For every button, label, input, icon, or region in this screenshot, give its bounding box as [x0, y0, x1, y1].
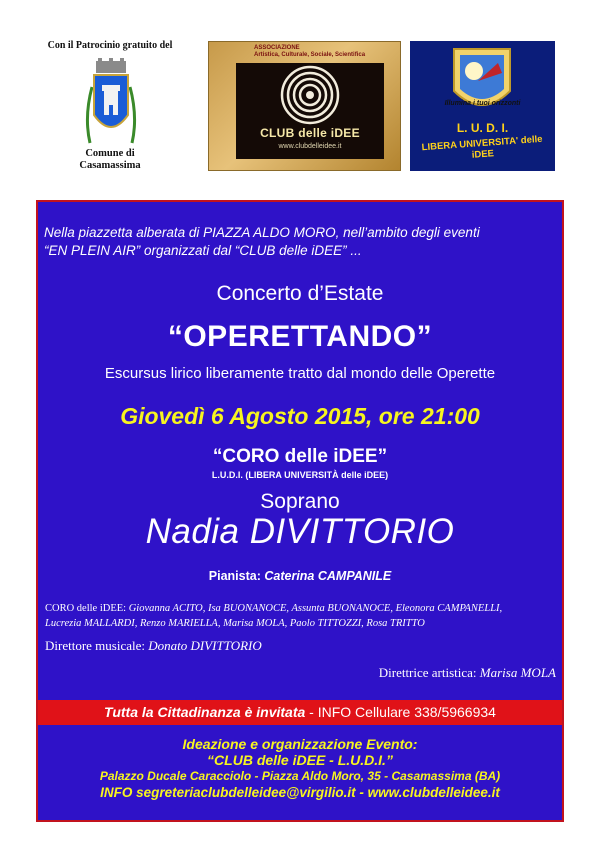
- club-logo-name: CLUB delle iDEE: [260, 126, 360, 140]
- event-intro: [44, 224, 560, 260]
- invite-line: [38, 704, 562, 720]
- pianist-line: [36, 569, 564, 583]
- club-assoc-line2: Artistica, Culturale, Sociale, Scientifica: [254, 52, 366, 58]
- event-date: Giovedì 6 Agosto 2015, ore 21:00: [120, 403, 480, 429]
- organization-address: Palazzo Ducale Caracciolo - Piazza Aldo Moro, 35 - Casamassima (BA): [99, 769, 501, 783]
- intro-line2: “EN PLEIN AIR” organizzati dal “CLUB delle iDEE” ...: [44, 243, 362, 258]
- soprano-name: Nadia DIVITTORIO: [145, 512, 455, 551]
- contact-info: INFO segreteriaclubdelleidee@virgilio.it - www.clubdelleidee.it: [100, 785, 500, 800]
- pianist-name: Caterina CAMPANILE: [264, 569, 392, 583]
- event-subtitle: Escursus lirico liberamente tratto dal mondo delle Operette: [104, 365, 496, 382]
- invite-text: Tutta la Cittadinanza è invitata: [104, 704, 306, 720]
- members-line1: Giovanna ACITO, Isa BUONANOCE, Assunta BUONANOCE, Eleonora CAMPANELLI,: [128, 603, 503, 614]
- organization-title: Ideazione e organizzazione Evento:: [182, 736, 418, 752]
- event-title: “OPERETTANDO”: [167, 320, 433, 353]
- casamassima-crest-icon: [82, 57, 140, 145]
- comune-line2: Casamassima: [79, 160, 141, 171]
- pianist-label: Pianista:: [208, 569, 261, 583]
- invite-info: - INFO Cellulare 338/5966934: [305, 704, 496, 720]
- club-logo-url: www.clubdelleidee.it: [278, 143, 342, 150]
- artistic-director-line: [250, 665, 556, 681]
- patronage-label: Con il Patrocinio gratuito del: [47, 40, 173, 51]
- director-line: [45, 638, 445, 654]
- comune-label: [60, 148, 160, 172]
- choir-subtitle: L.U.D.I. (LIBERA UNIVERSITÀ delle iDEE): [211, 470, 389, 480]
- soprano-label: Soprano: [260, 490, 340, 513]
- members-label: CORO delle iDEE:: [45, 603, 127, 614]
- club-assoc-line1: ASSOCIAZIONE: [254, 45, 300, 51]
- members-line2: Lucrezia MALLARDI, Renzo MARIELLA, Marisa MOLA, Paolo TITTOZZI, Rosa TRITTO: [45, 618, 425, 629]
- club-assoc-text: [254, 45, 394, 59]
- director-name: Donato DIVITTORIO: [148, 638, 262, 653]
- spiral-icon: [236, 63, 384, 125]
- choir-name: “CORO delle iDEE”: [212, 446, 388, 467]
- ludi-motto: Illumina i tuoi orizzonti: [444, 100, 521, 107]
- ludi-full-name: LIBERA UNIVERSITA' delle iDEE: [421, 133, 543, 161]
- artistic-label: Direttrice artistica:: [378, 665, 477, 680]
- choir-members: [45, 601, 559, 631]
- artistic-name: Marisa MOLA: [479, 665, 556, 680]
- organization-name: “CLUB delle iDEE - L.U.D.I.”: [207, 752, 393, 768]
- director-label: Direttore musicale:: [45, 638, 145, 653]
- intro-line1: Nella piazzetta alberata di PIAZZA ALDO MORO, nell’ambito degli eventi: [44, 225, 480, 240]
- concert-label: Concerto d’Estate: [216, 282, 384, 305]
- comune-line1: Comune di: [85, 148, 135, 159]
- ludi-name: L. U. D. I.: [456, 121, 509, 135]
